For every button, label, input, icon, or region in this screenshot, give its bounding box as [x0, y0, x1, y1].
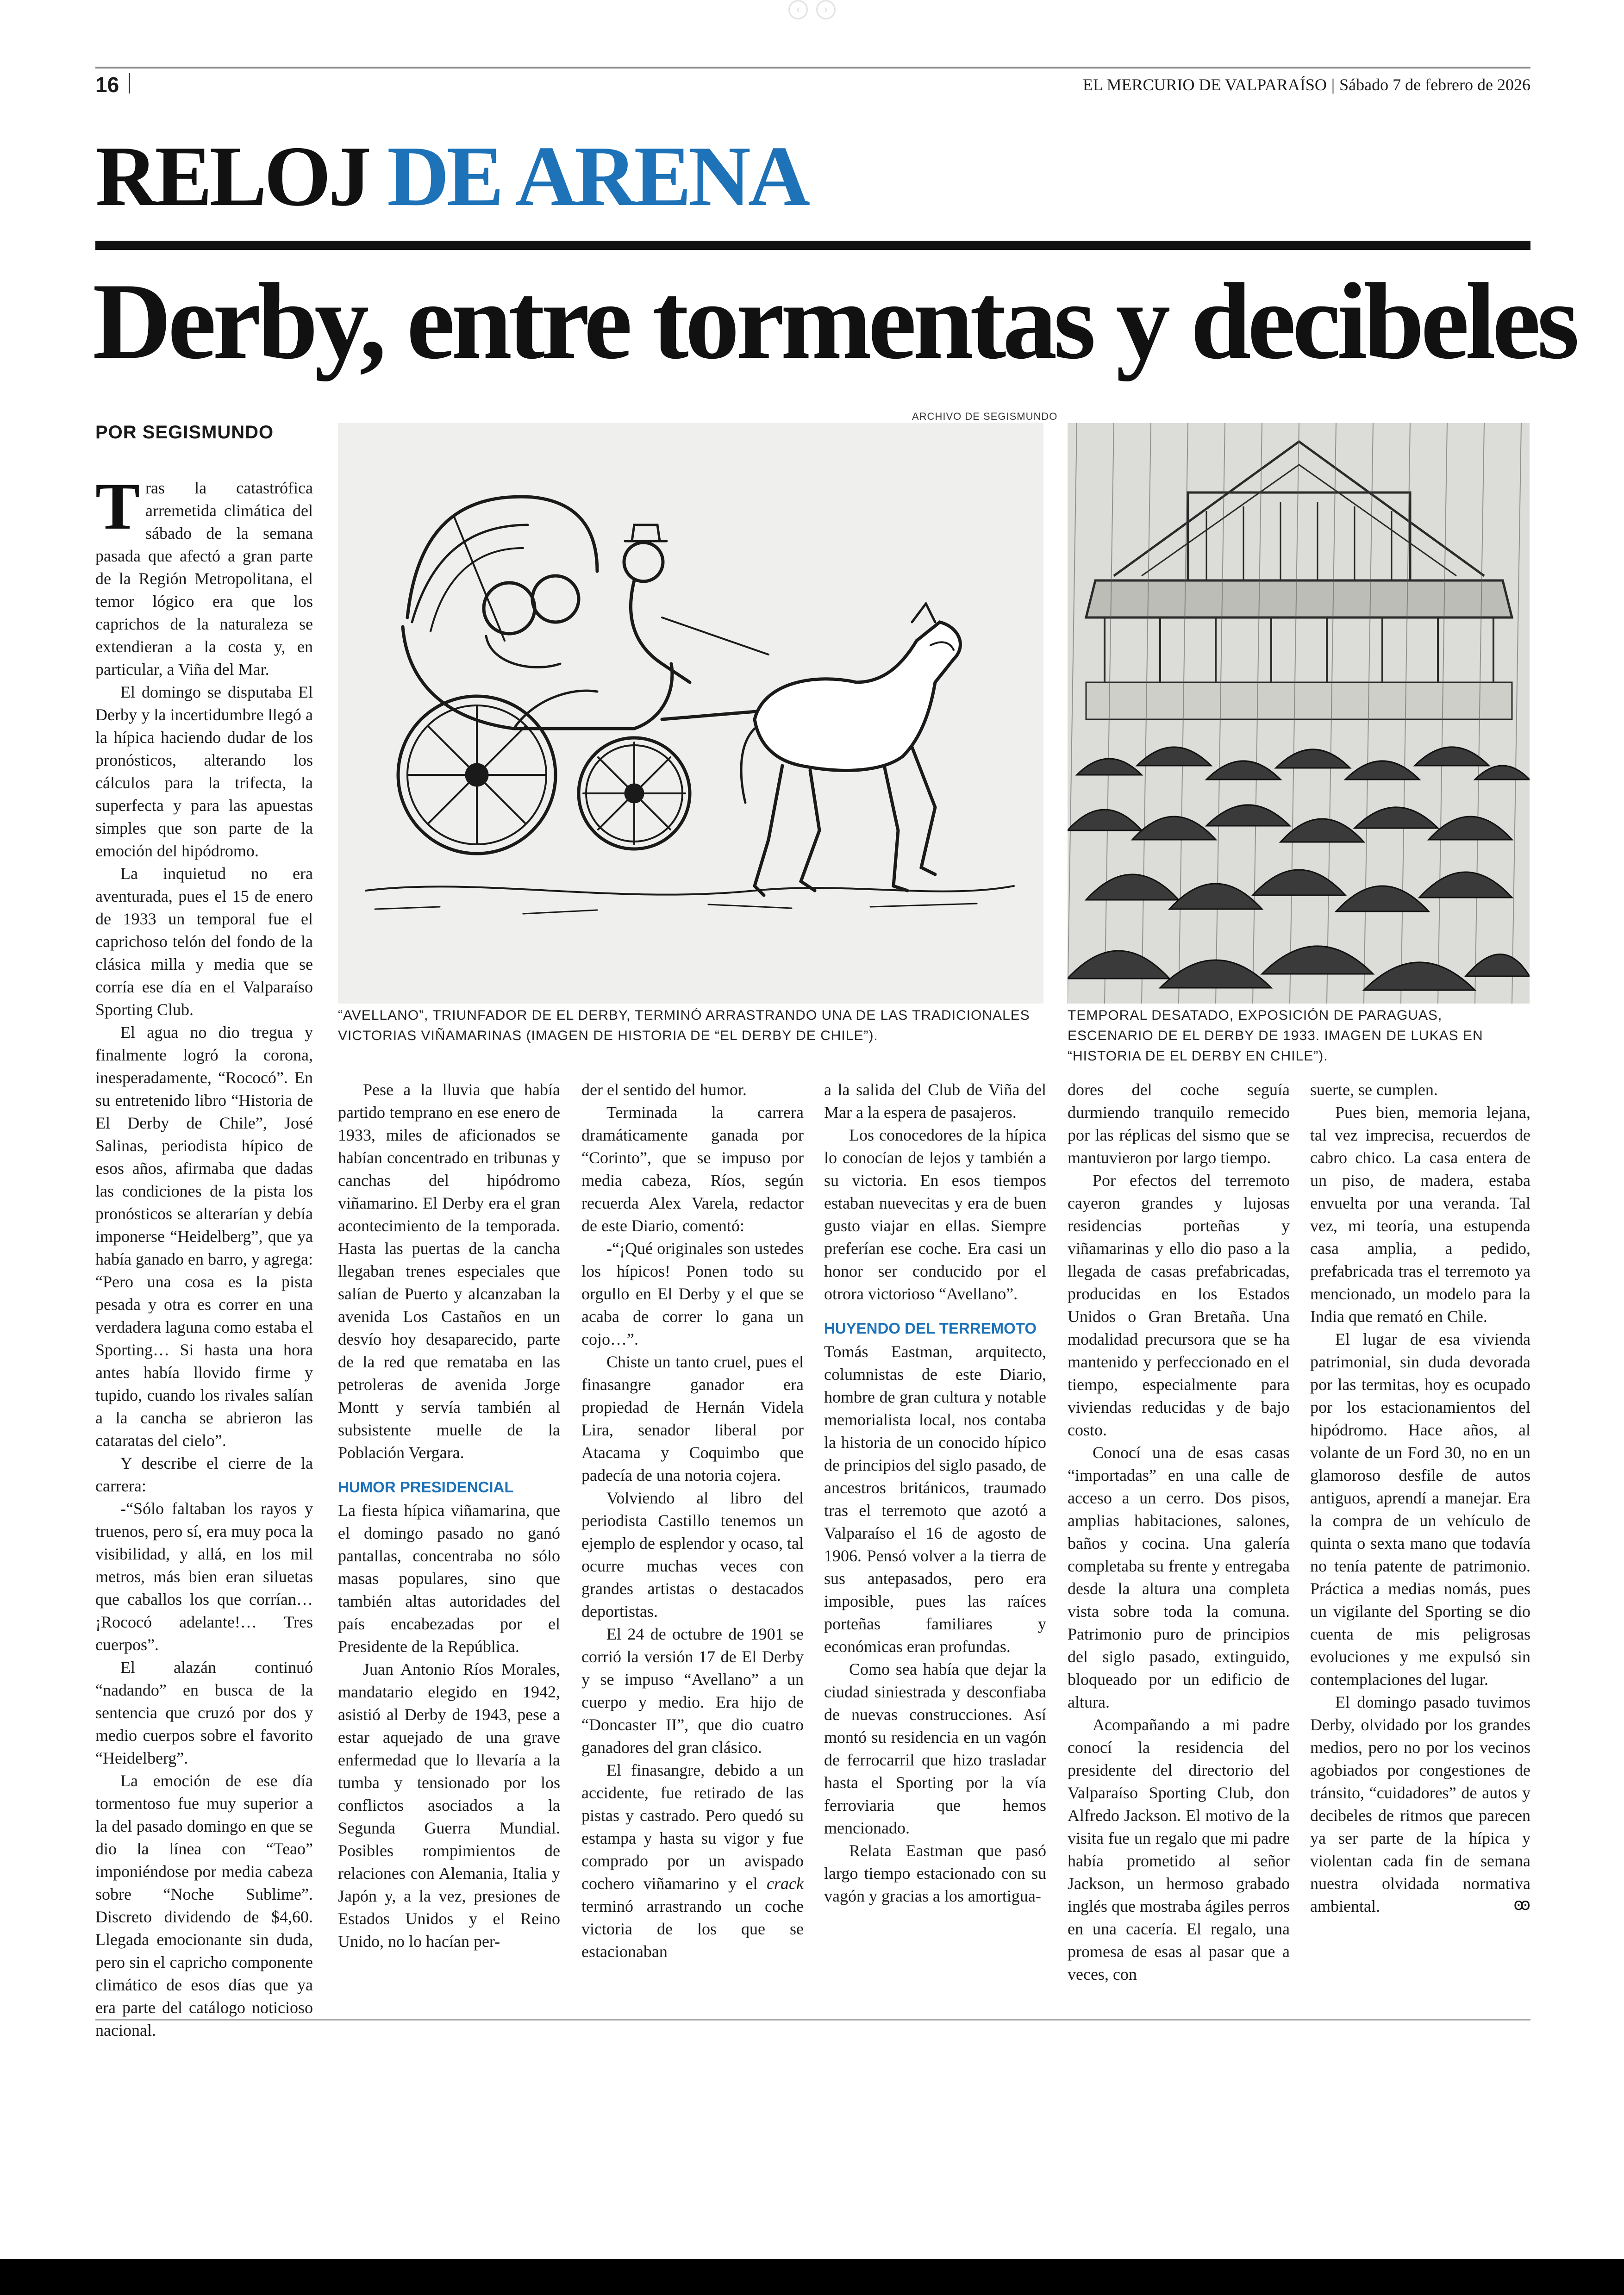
article-paragraph: Y describe el cierre de la carrera:	[95, 1454, 313, 1495]
section-title	[95, 129, 808, 224]
headline: Derby, entre tormentas y decibeles	[93, 261, 1576, 382]
article-paragraph: Volviendo al libro del periodista Castillo tenemos un ejemplo de esplendor y ocaso, tal ocurre muchas veces con grandes artistas o destacados deportistas.	[581, 1489, 804, 1621]
section-title-word1: RELOJ	[95, 129, 369, 224]
article-paragraph: El domingo pasado tuvimos Derby, olvidado por los grandes medios, pero no por los vecinos agobiados por congestiones de tránsito, “cuidadores” de autos y decibeles de ritmos que parecen ya ser parte de la hípica y violentan cada fin de semana nuestra olvidada normativa ambiental. ꙭ	[1310, 1693, 1530, 1915]
drop-cap: T	[95, 470, 140, 543]
byline: POR SEGISMUNDO	[95, 422, 274, 443]
masthead-separator: |	[1331, 75, 1335, 94]
article-paragraph: El 24 de octubre de 1901 se corrió la versión 17 de El Derby y se impuso “Avellano” a un cuerpo y medio. Era hijo de “Doncaster II”, que dio cuatro ganadores del gran clásico.	[581, 1625, 804, 1757]
article-column-6	[1310, 1079, 1530, 1918]
carriage-drawing	[338, 423, 1043, 1004]
page-number-divider	[129, 73, 130, 94]
article-paragraph: La inquietud no era aventurada, pues el 15 de enero de 1933 un temporal fue el caprichoso telón del fondo de la clásica milla y media que se corría ese día en el Valparaíso Sporting Club.	[95, 864, 313, 1019]
article-paragraph: Los conocedores de la hípica lo conocían de lejos y también a su victoria. En esos tiempos estaban nuevecitas y era de buen gusto viajar en ellas. Siempre preferían ese coche. Era casi un honor ser conducido por el otrora victorioso “Avellano”.	[824, 1126, 1046, 1303]
end-mark-icon: ꙭ	[1513, 1895, 1530, 1914]
article-paragraph: El alazán continuó “nadando” en busca de la sentencia que cruzó por dos y medio cuerpos sobre el favorito “Heidelberg”.	[95, 1658, 313, 1767]
photo2-caption: TEMPORAL DESATADO, EXPOSICIÓN DE PARAGUAS, ESCENARIO DE EL DERBY DE 1933. IMAGEN DE LUKAS EN “HISTORIA DE EL DERBY EN CHILE”).	[1068, 1008, 1483, 1064]
page-header	[95, 67, 1530, 97]
article-column-4	[824, 1079, 1046, 1908]
grandstand-drawing	[1068, 423, 1530, 1004]
article-paragraph: Pues bien, memoria lejana, tal vez imprecisa, recuerdos de cabro chico. La casa entera de un piso, de madera, estaba envuelta por una veranda. Tal vez, mi teoría, una estupenda casa amplia, a pedido, prefabricada tras el terremoto ya mencionado, un modelo para la India que remató en Chile.	[1310, 1103, 1530, 1326]
article-paragraph: El finasangre, debido a un accidente, fue retirado de las pistas y castrado. Pero quedó su estampa y hasta su vigor y fue comprado por un avispado cochero viñamarino y el crack terminó arrastrando un coche victoria de los que se estacionaban	[581, 1761, 804, 1961]
article-column-3	[581, 1079, 804, 1963]
article-paragraph: Relata Eastman que pasó largo tiempo estacionado con su vagón y gracias a los amortigua-	[824, 1841, 1046, 1905]
subheading-huyendo-del-terremoto: HUYENDO DEL TERREMOTO	[824, 1320, 1037, 1337]
article-paragraph: El lugar de esa vivienda patrimonial, sin duda devorada por las termitas, hoy es ocupado por los estacionamientos del hipódromo. Hace años, al volante de un Ford 30, no en un glamoroso desfile de autos antiguos, aprendí a manejar. Era la compra de un vehículo de quinta o sexta mano que todavía no tenía patente de patrimonio. Práctica a medias nomás, pues un vigilante del Sporting se dio cuenta de mis peligrosas evoluciones y me expulsó sin contemplaciones del lugar.	[1310, 1330, 1530, 1689]
article-paragraph: Terminada la carrera dramáticamente ganada por “Corinto”, que se impuso por media cabeza, Ríos, según recuerda Alex Varela, redactor de este Diario, comentó:	[581, 1103, 804, 1235]
article-paragraph: -“¡Qué originales son ustedes los hípicos! Ponen todo su orgullo en El Derby y el que se acaba de correr lo gana un cojo…”.	[581, 1239, 804, 1348]
article-paragraph: Chiste un tanto cruel, pues el finasangre ganador era propiedad de Hernán Videla Lira, senador liberal por Atacama y Coquimbo que padecía de una notoria cojera.	[581, 1353, 804, 1484]
section-title-word2: DE ARENA	[387, 129, 808, 224]
article-paragraph: El domingo se disputaba El Derby y la incertidumbre llegó a la hípica haciendo dudar de los pronósticos, alterando los cálculos para la trifecta, la superfecta y para las apuestas simples que son parte de la emoción del hipódromo.	[95, 683, 313, 860]
chevron-right-icon[interactable]: ›	[816, 0, 836, 19]
article-paragraph: suerte, se cumplen.	[1310, 1080, 1438, 1099]
article-column-5	[1068, 1079, 1290, 1986]
footer-rule	[95, 2019, 1530, 2021]
article-paragraph: a la salida del Club de Viña del Mar a la espera de pasajeros.	[824, 1080, 1046, 1122]
article-column-2	[338, 1079, 560, 1953]
page-pager	[782, 0, 842, 19]
article-paragraph: Como sea había que dejar la ciudad siniestrada y desconfiaba de nuevas construcciones. Así montó su residencia en un vagón de ferrocarril que hizo trasladar hasta el Sporting por la vía ferroviaria que hemos mencionado.	[824, 1660, 1046, 1837]
article-paragraph: Conocí una de esas casas “importadas” en una calle de acceso a un cerro. Dos pisos, amplias habitaciones, salones, baños y cocina. Una galería completaba su frente y entregaba desde la altura una completa vista sobre toda la comuna. Patrimonio puro de principios del siglo pasado, extinguido, bloqueado por un edificio de altura.	[1068, 1443, 1290, 1711]
chevron-left-icon[interactable]: ‹	[788, 0, 808, 19]
viewer-bottom-bar	[0, 2259, 1624, 2295]
article-paragraph: La fiesta hípica viñamarina, que el domingo pasado no ganó pantallas, concentraba no sólo masas populares, sino que también altas autoridades del país encabezadas por el Presidente de la República.	[338, 1501, 560, 1656]
newspaper-name: EL MERCURIO DE VALPARAÍSO	[1082, 75, 1327, 94]
photo1-caption: “AVELLANO”, TRIUNFADOR DE EL DERBY, TERMINÓ ARRASTRANDO UNA DE LAS TRADICIONALES VICTORIAS VIÑAMARINAS (IMAGEN DE HISTORIA DE “EL DERBY DE CHILE”).	[338, 1008, 1030, 1043]
article-paragraph: Juan Antonio Ríos Morales, mandatario elegido en 1942, asistió al Derby de 1943, pese a estar aquejado de una grave enfermedad que lo llevaría a la tumba y tensionado por los conflictos asociados a la Segunda Guerra Mundial. Posibles rompimientos de relaciones con Alemania, Italia y Japón y, a la vez, presiones de Estados Unidos y el Reino Unido, no lo hacían per-	[338, 1660, 560, 1951]
carriage-illustration	[338, 423, 1043, 1004]
article-paragraph: Pese a la lluvia que había partido temprano en ese enero de 1933, miles de aficionados se habían concentrado en tribunas y canchas del hipódromo viñamarino. El Derby era el gran acontecimiento de la temporada. Hasta las puertas de la cancha llegaban trenes especiales que salían de Puerto y alcanzaban la avenida Los Castaños en un desvío hoy desaparecido, parte de la red que remataba en las petroleras de avenida Jorge Montt y servía también al subsistente muelle de la Población Vergara.	[338, 1080, 560, 1462]
article-column-1	[95, 470, 313, 2042]
article-paragraph: Por efectos del terremoto cayeron grandes y lujosas residencias porteñas y viñamarinas y ello dio paso a la llegada de casas prefabricadas, producidas en los Estados Unidos o Gran Bretaña. Una modalidad precursora que se ha mantenido y perfeccionado en el tiempo, especialmente para viviendas reducidas y de bajo costo.	[1068, 1171, 1290, 1439]
article-paragraph: Tras la catastrófica arremetida climática del sábado de la semana pasada que afectó a gran parte de la Región Metropolitana, el temor lógico era que los caprichos de la naturaleza se extendieran a la costa y, en particular, a Viña del Mar.	[95, 470, 313, 679]
article-paragraph: Tomás Eastman, arquitecto, columnistas de este Diario, hombre de gran cultura y notable memorialista local, nos contaba la historia de un conocido hípico de principios del siglo pasado, de ancestros británicos, traumado tras el terremoto que azotó a Valparaíso el 16 de agosto de 1906. Pensó volver a la tierra de sus antepasados, pero era imposible, pues las raíces porteñas familiares y económicas eran profundas.	[824, 1342, 1046, 1656]
masthead	[1083, 75, 1530, 94]
article-paragraph: La emoción de ese día tormentoso fue muy superior a la del pasado domingo en que se dio la línea con “Teao” imponiéndose por media cabeza sobre “Noche Sublime”. Discreto dividendo de $4,60. Llegada emocionante sin duda, pero sin el capricho componente climático de esos días que ya era parte del catálogo noticioso nacional.	[95, 1771, 313, 2039]
article-paragraph: El agua no dio tregua y finalmente logró la corona, inesperadamente, “Rococó”. En su entretenido libro “Historia de El Derby de Chile”, José Salinas, periodista hípico de esos años, afirmaba que dadas las condiciones de la pista los pronósticos se alterarían y debía imponerse “Heidelberg”, que ya había ganado en barro, y agrega: “Pero una cosa es la pista pesada y otra es correr en una verdadera laguna como estaba el Sporting… Si hasta una hora antes había llovido firme y tupido, cuando los rivales salían a la cancha se abrieron las cataratas del cielo”.	[95, 1023, 313, 1450]
article-paragraph: dores del coche seguía durmiendo tranquilo remecido por las réplicas del sismo que se mantuvieron por largo tiempo.	[1068, 1080, 1290, 1167]
section-rule	[95, 241, 1530, 250]
article-paragraph: -“Sólo faltaban los rayos y truenos, pero sí, era muy poca la visibilidad, y allá, en los mil metros, más bien eran siluetas que caballos los que corrían… ¡Rococó adelante!… Tres cuerpos”.	[95, 1499, 313, 1654]
issue-date: Sábado 7 de febrero de 2026	[1339, 75, 1530, 94]
article-paragraph: der el sentido del humor.	[581, 1080, 747, 1099]
subheading-humor-presidencial: HUMOR PRESIDENCIAL	[338, 1478, 514, 1496]
grandstand-rain-illustration	[1068, 423, 1530, 1004]
page-number: 16	[95, 73, 119, 97]
article-paragraph: Acompañando a mi padre conocí la residencia del presidente del directorio del Valparaíso Sporting Club, don Alfredo Jackson. El motivo de la visita fue un regalo que mi padre había prometido al señor Jackson, un hermoso grabado inglés que mostraba ágiles perros en una cacería. El regalo, una promesa de esas al pasar que a veces, con	[1068, 1715, 1290, 1983]
photo-credit: ARCHIVO DE SEGISMUNDO	[912, 411, 1058, 422]
